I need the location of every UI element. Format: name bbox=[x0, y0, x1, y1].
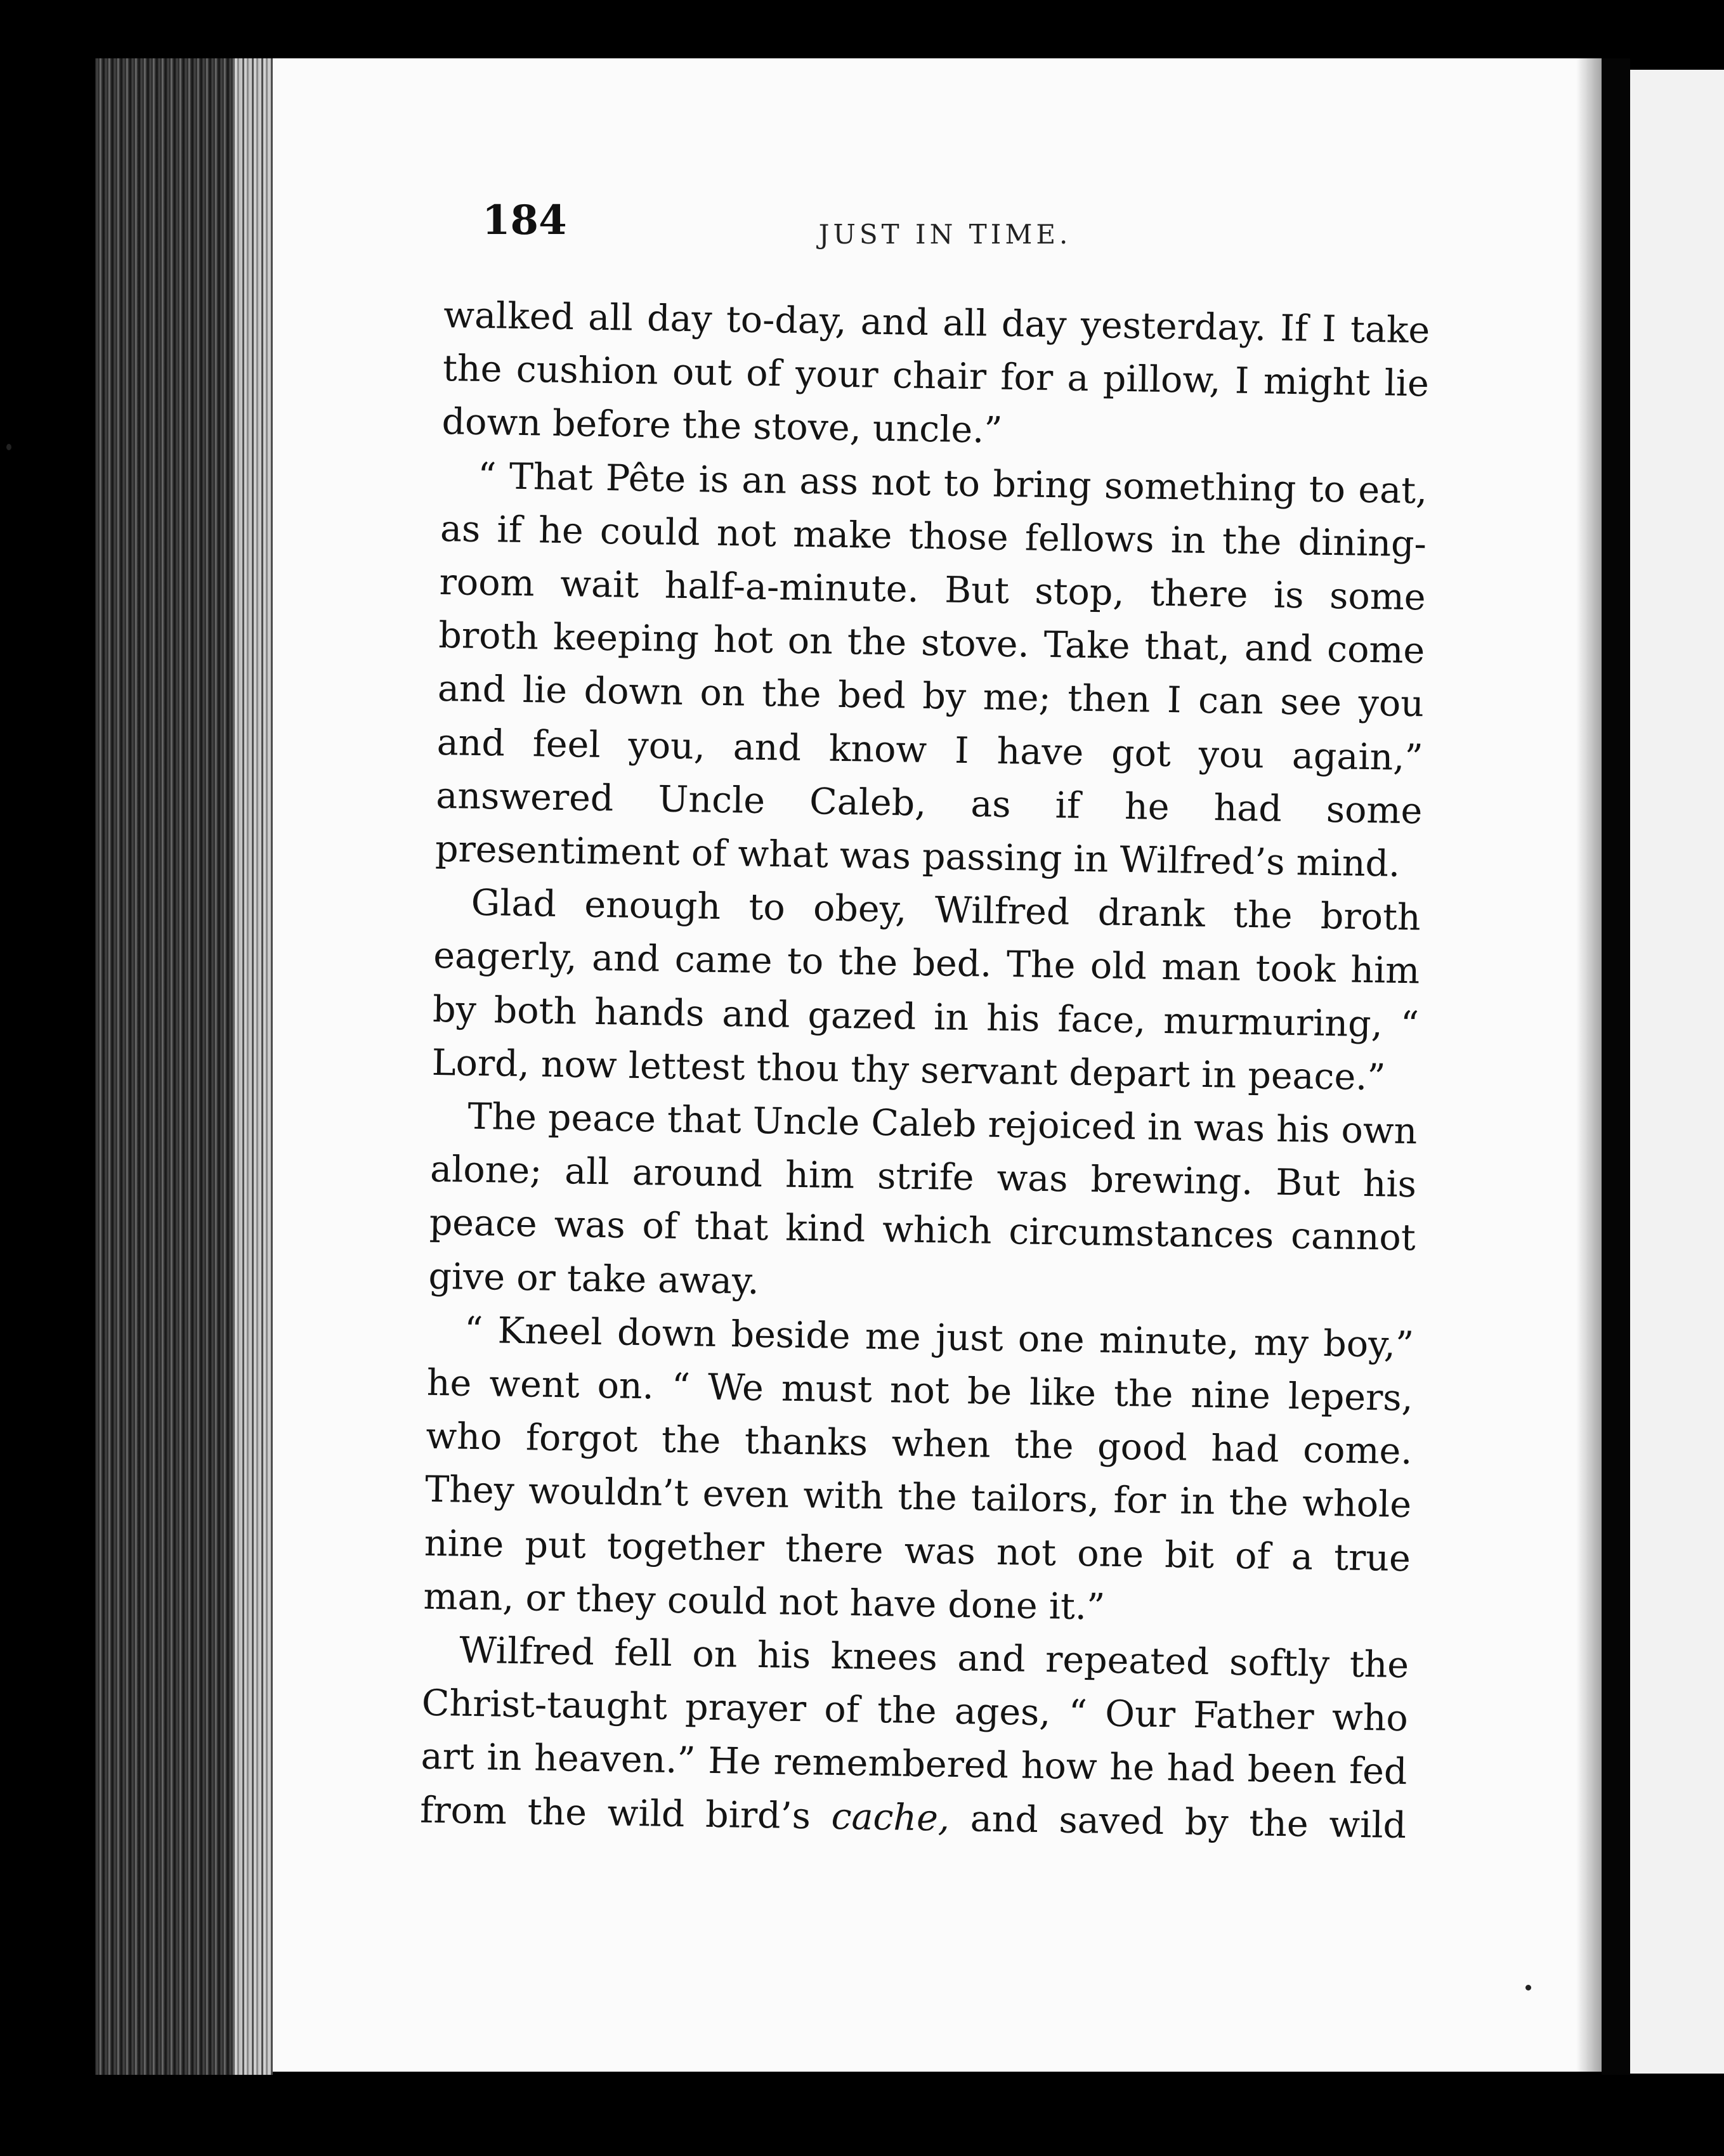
page-number: 184 bbox=[482, 197, 567, 244]
scan-speck bbox=[1525, 1985, 1531, 1990]
paragraph-5: “ Kneel down beside me just one minute, my boy,” he went on. “ We must not be like the nine lepers, who forgot the thanks when the good had come. They wouldn’t even with the tailors, for in the whole nine put together there was not one bit of a true man, or they could not have done it.” bbox=[423, 1309, 1414, 1628]
book-fold bbox=[1602, 58, 1630, 2075]
paragraph-6 bbox=[420, 1623, 1409, 1852]
book-page-edges bbox=[95, 58, 273, 2075]
page-header bbox=[482, 197, 1408, 266]
paragraph-6-italic: cache, bbox=[831, 1795, 950, 1840]
paragraph-2: “ That Pête is an ass not to bring something to eat, as if he could not make those fellows in the dining-room wait half-a-minute. But stop, there is some broth keeping hot on the stove. Take that, and come and lie down on the bed by me; then I can see you and feel you, and know I have got you again,” answered Uncle Caleb, as if he had some presentiment of what was passing in Wilfred’s mind. bbox=[434, 455, 1428, 885]
paragraph-3: Glad enough to obey, Wilfred drank the broth eagerly, and came to the bed. The old man took him by both hands and gazed in his face, murmuring, “ Lord, now lettest thou thy servant depart in peace.” bbox=[431, 882, 1421, 1099]
paragraph-4: The peace that Uncle Caleb rejoiced in was his own alone; all around him strife was brewing. But his peace was of that kind which circumstances cannot give or take away. bbox=[428, 1095, 1418, 1302]
body-text bbox=[420, 289, 1430, 1852]
paragraph-6-text: Wilfred fell on his knees and repeated softly the Christ-taught prayer of the ages, “ Our Father who art in heaven.” He remembered how he had been fed from the wild bird’s bbox=[419, 1629, 1409, 1838]
paragraph-6-text-end: and saved by the wild bbox=[949, 1797, 1407, 1847]
paragraph-1: walked all day to-day, and all day yesterday. If I take the cushion out of your chair for a pillow, I might lie down before the stove, uncle.” bbox=[441, 294, 1430, 452]
facing-page-edge bbox=[1630, 70, 1724, 2074]
scan-speck bbox=[6, 444, 11, 450]
running-title: JUST IN TIME. bbox=[818, 219, 1072, 250]
gutter-shadow bbox=[1576, 58, 1602, 2072]
